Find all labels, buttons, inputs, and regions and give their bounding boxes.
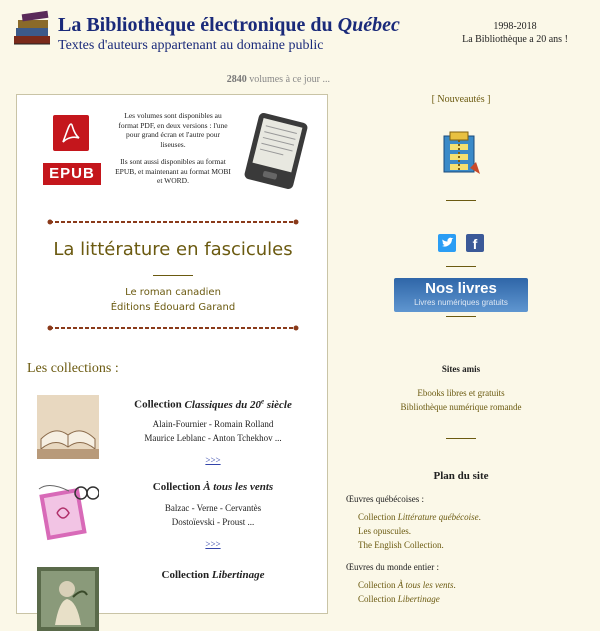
plan-link[interactable]: Collection Libertinage [358,594,440,604]
sites-amis-list [340,386,582,414]
site-link[interactable]: Bibliothèque numérique romande [400,402,522,412]
collection-title[interactable]: Collection Classiques du 20e siècle [134,397,292,411]
ornament-divider [47,219,299,225]
engraving-image[interactable] [37,567,99,631]
collection-authors [113,417,313,445]
fascicules-line-1: Le roman canadien [125,287,221,298]
collections-heading: Les collections : [27,361,119,376]
plan-link[interactable]: Les opuscules. [358,526,411,536]
facebook-icon[interactable]: f [466,234,484,252]
authors-line: Dostoïevski - Proust ... [171,517,255,527]
sidebar-separator [446,316,476,317]
collection-authors [113,501,313,529]
anniversary-note [440,20,590,46]
sites-amis-heading: Sites amis [441,364,481,374]
fascicules-line-2: Éditions Édouard Garand [110,302,236,313]
nouveautes-link[interactable]: [ Nouveautés ] [431,94,491,105]
volume-count-number: 2840 [226,74,247,85]
anniversary-text: La Bibliothèque a 20 ans ! [462,34,568,45]
collection-title[interactable]: Collection Libertinage [161,569,265,581]
formats-epub-text: Ils sont aussi disponibles au format EPUB, et maintenant au format MOBI et WORD. [115,157,231,185]
volume-count [0,74,330,85]
nos-livres-subtitle: Livres numériques gratuits [414,298,508,307]
sidebar-separator [446,438,476,439]
nos-livres-title: Nos livres [425,280,497,297]
fascicules-title[interactable]: La littérature en fascicules [53,239,293,260]
twitter-icon[interactable] [438,234,456,252]
formats-pdf-text: Les volumes sont disponibles au format PDF, en deux versions : l'une pour grand écran et l'autre pour liseuses. [118,111,228,149]
epub-icon[interactable]: EPUB [43,163,101,185]
journal-glasses-image[interactable] [37,479,99,543]
authors-line: Alain-Fournier - Romain Rolland [152,419,274,429]
authors-line: Maurice Leblanc - Anton Tchekhov ... [144,433,282,443]
formats-description [115,111,231,194]
pdf-icon[interactable] [53,115,89,151]
main-panel [16,94,328,614]
short-divider [153,275,193,276]
open-book-image[interactable] [37,395,99,459]
sidebar-separator [446,200,476,201]
sidebar-separator [446,266,476,267]
books-logo-icon[interactable] [12,10,54,50]
ereader-icon [239,113,313,189]
plan-link[interactable]: The English Collection. [358,540,444,550]
plan-link[interactable]: Collection À tous les vents. [358,580,456,590]
plan-link[interactable]: Collection Littérature québécoise. [358,512,481,522]
anniversary-years: 1998-2018 [493,21,537,32]
site-subtitle: Textes d'auteurs appartenant au domaine public [58,38,324,53]
volume-count-text: volumes à ce jour ... [246,74,330,85]
plan-du-site-heading: Plan du site [433,470,489,482]
site-title[interactable]: La Bibliothèque électronique du Québec [58,14,400,36]
collection-more-link[interactable]: >>> [205,455,221,465]
fascicules-subtitle[interactable] [17,285,329,315]
authors-line: Balzac - Verne - Cervantès [164,503,262,513]
collection-more-link[interactable]: >>> [205,539,221,549]
site-link[interactable]: Ebooks libres et gratuits [417,388,505,398]
plan-section-title: Œuvres québécoises : [346,494,424,504]
ornament-divider [47,325,299,331]
nos-livres-banner[interactable] [394,278,528,312]
archive-zip-icon[interactable] [436,128,482,176]
plan-section-title: Œuvres du monde entier : [346,562,439,572]
collection-title[interactable]: Collection À tous les vents [152,481,274,493]
